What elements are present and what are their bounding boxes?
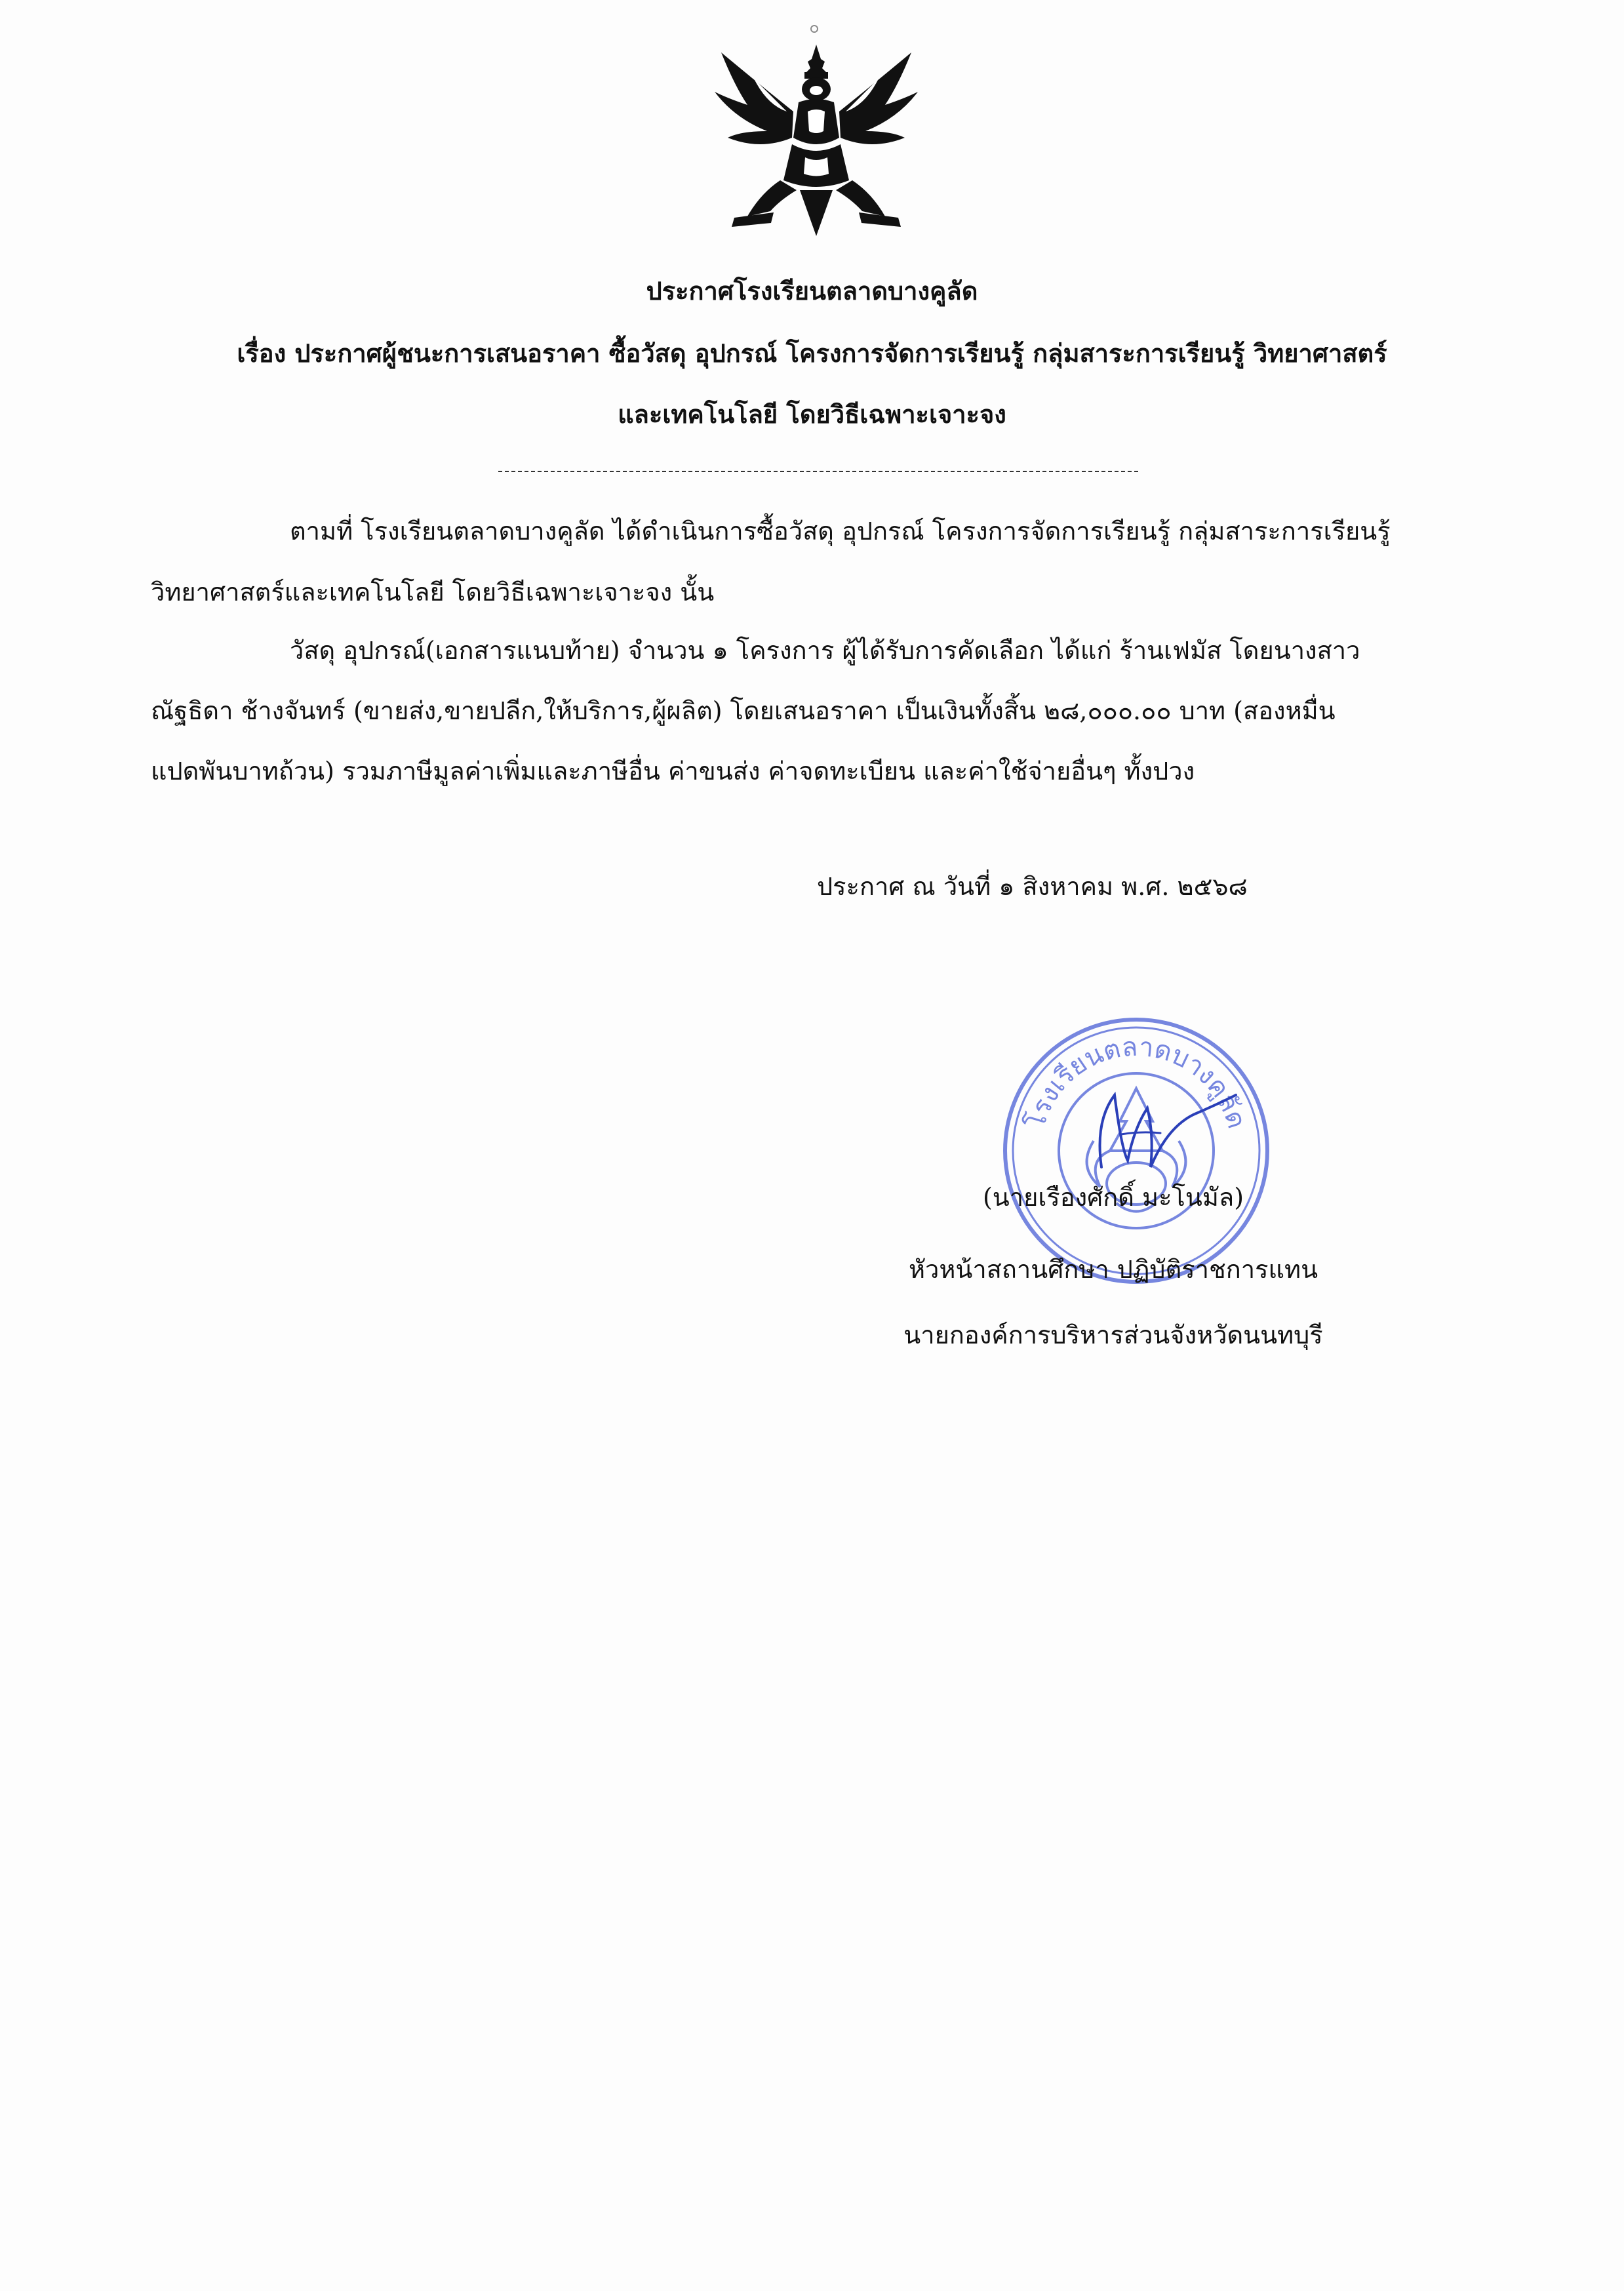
punch-mark [810, 25, 818, 33]
body-paragraph-2-line-3: แปดพันบาทถ้วน) รวมภาษีมูลค่าเพิ่มและภาษีอื่น ค่าขนส่ง ค่าจดทะเบียน และค่าใช้จ่ายอื่นๆ ทั้งปวง [151, 757, 1195, 786]
body-paragraph-2-line-1: วัสดุ อุปกรณ์(เอกสารแนบท้าย) จำนวน ๑ โครงการ ผู้ได้รับการคัดเลือก ได้แก่ ร้านเฟมัส โดยนางสาว [290, 636, 1360, 665]
signatory-position-2: นายกองค์การบริหารส่วนจังหวัดนนทบุรี [903, 1321, 1323, 1349]
body-paragraph-1-line-1: ตามที่ โรงเรียนตลาดบางคูลัด ได้ดำเนินการซื้อวัสดุ อุปกรณ์ โครงการจัดการเรียนรู้ กลุ่มสาระการเรียนรู้ [290, 517, 1391, 546]
svg-text:โรงเรียนตลาดบางคูลัด: โรงเรียนตลาดบางคูลัด [1020, 1031, 1252, 1132]
signatory-name: (นายเรืองศักดิ์ มะโนมัล) [982, 1183, 1244, 1212]
announcement-subject: เรื่อง ประกาศผู้ชนะการเสนอราคา ซื้อวัสดุ อุปกรณ์ โครงการจัดการเรียนรู้ กลุ่มสาระการเรียนรู้ วิทยาศาสตร์ [237, 338, 1387, 368]
announcement-subject-cont: และเทคโนโลยี โดยวิธีเฉพาะเจาะจง [618, 399, 1006, 429]
separator-line [498, 471, 1138, 472]
announcement-title: ประกาศโรงเรียนตลาดบางคูลัด [646, 276, 978, 306]
garuda-emblem-icon [708, 39, 924, 249]
signatory-position-1: หัวหน้าสถานศึกษา ปฏิบัติราชการแทน [908, 1255, 1318, 1284]
handwritten-signature [1075, 1069, 1246, 1187]
body-paragraph-1-line-2: วิทยาศาสตร์และเทคโนโลยี โดยวิธีเฉพาะเจาะจง นั้น [151, 578, 715, 607]
announcement-date: ประกาศ ณ วันที่ ๑ สิงหาคม พ.ศ. ๒๕๖๘ [817, 872, 1248, 901]
body-paragraph-2-line-2: ณัฐธิดา ช้างจันทร์ (ขายส่ง,ขายปลีก,ให้บริการ,ผู้ผลิต) โดยเสนอราคา เป็นเงินทั้งสิ้น ๒๘,๐๐๐.๐๐ บาท (สองหมื่น [151, 696, 1336, 725]
